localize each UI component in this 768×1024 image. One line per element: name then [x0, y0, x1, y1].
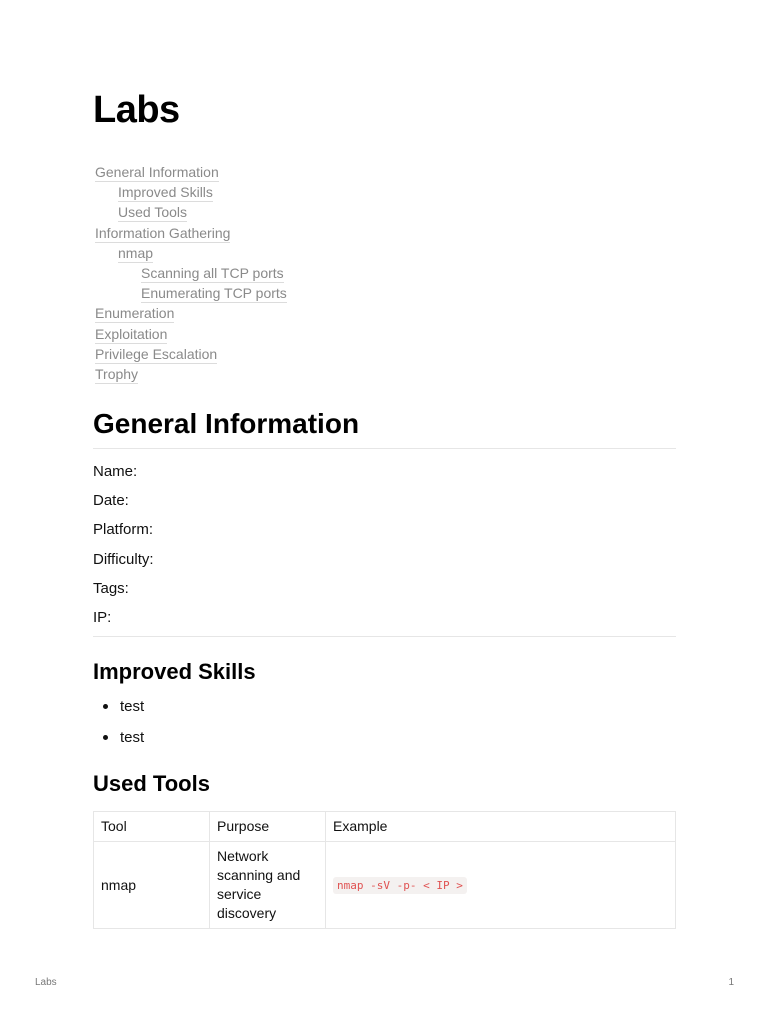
page-title: Labs — [93, 89, 180, 131]
footer-document-title: Labs — [35, 977, 57, 988]
list-item: test — [93, 722, 676, 753]
heading-general-information: General Information — [93, 406, 676, 449]
property-tags: Tags: — [93, 579, 129, 597]
cell-purpose: Network scanning and service discovery — [210, 842, 326, 929]
horizontal-divider — [93, 636, 676, 637]
toc-item — [93, 303, 676, 323]
toc-item — [93, 324, 676, 344]
toc-item — [93, 182, 676, 202]
list-item: test — [93, 691, 676, 722]
property-date: Date: — [93, 492, 129, 510]
toc-link-privilege-escalation[interactable]: Privilege Escalation — [95, 345, 218, 362]
column-header-tool: Tool — [94, 812, 210, 842]
footer-page-number: 1 — [728, 977, 734, 988]
toc-link-nmap[interactable]: nmap — [118, 244, 154, 261]
general-information-properties — [93, 457, 676, 632]
toc-link-enumerating-tcp-ports[interactable]: Enumerating TCP ports — [141, 285, 287, 302]
toc-item — [93, 283, 676, 303]
cell-tool: nmap — [94, 842, 210, 929]
heading-improved-skills: Improved Skills — [93, 659, 256, 685]
toc-link-improved-skills[interactable]: Improved Skills — [118, 184, 213, 201]
table-of-contents — [93, 162, 676, 384]
toc-link-information-gathering[interactable]: Information Gathering — [95, 224, 231, 241]
toc-item — [93, 364, 676, 384]
toc-link-general-information[interactable]: General Information — [95, 164, 219, 180]
column-header-example: Example — [326, 812, 676, 842]
heading-used-tools: Used Tools — [93, 771, 210, 797]
toc-link-scanning-all-tcp-ports[interactable]: Scanning all TCP ports — [141, 264, 284, 281]
property-platform: Platform: — [93, 521, 154, 539]
toc-link-used-tools[interactable]: Used Tools — [118, 204, 188, 221]
property-ip: IP: — [93, 609, 112, 626]
table-header-row — [94, 812, 676, 842]
cell-example — [326, 842, 676, 929]
toc-link-trophy[interactable]: Trophy — [95, 365, 139, 382]
property-difficulty: Difficulty: — [93, 550, 154, 568]
toc-item — [93, 263, 676, 283]
toc-item — [93, 344, 676, 364]
toc-item — [93, 223, 676, 243]
toc-item — [93, 243, 676, 263]
improved-skills-list — [93, 691, 676, 753]
property-name: Name: — [93, 463, 138, 481]
toc-item — [93, 202, 676, 222]
document-content — [93, 88, 676, 929]
toc-item — [93, 162, 676, 182]
toc-link-enumeration[interactable]: Enumeration — [95, 305, 175, 322]
inline-code: nmap -sV -p- < IP > — [333, 877, 467, 894]
column-header-purpose: Purpose — [210, 812, 326, 842]
used-tools-table — [93, 811, 676, 929]
toc-link-exploitation[interactable]: Exploitation — [95, 325, 168, 342]
table-row — [94, 842, 676, 929]
